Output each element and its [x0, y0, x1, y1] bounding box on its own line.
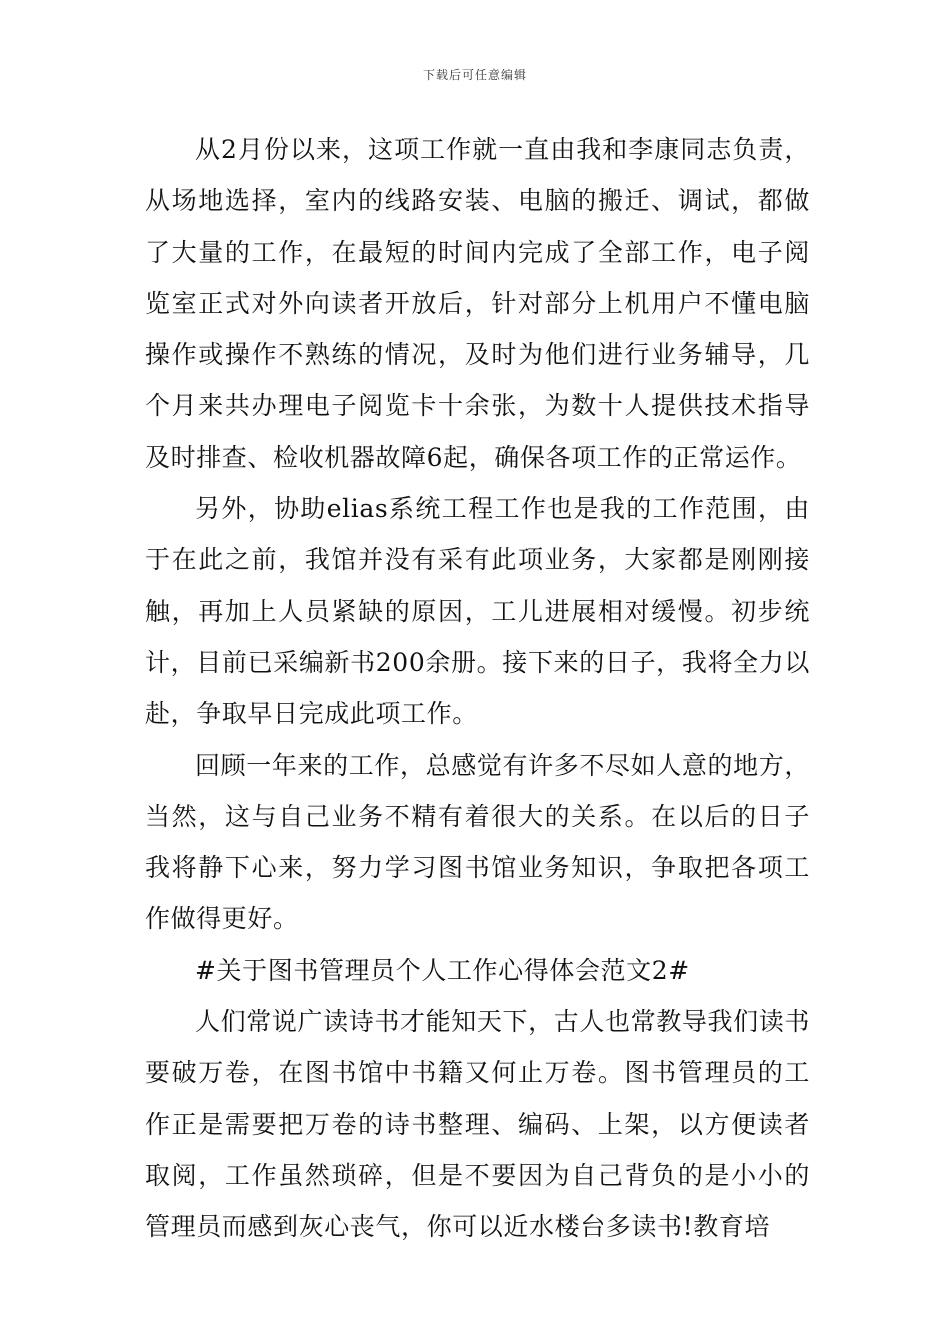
page-header: 下载后可任意编辑 [422, 68, 527, 82]
paragraph-electronic-reading-room: 从2月份以来，这项工作就一直由我和李康同志负责，从场地选择，室内的线路安装、电脑的搬迁、调试，都做了大量的工作，在最短的时间内完成了全部工作，电子阅览室正式对外向读者开放后，针对部分上机用户不懂电脑操作或操作不熟练的情况，及时为他们进行业务辅导，几个月来共办理电子阅览卡十余张，为数十人提供技术指导及时排查、检收机器故障6起，确保各项工作的正常运作。 [145, 135, 810, 472]
document-body [145, 124, 810, 1253]
paragraph-elias-system: 另外，协助elias系统工程工作也是我的工作范围，由于在此之前，我馆并没有采有此项业务，大家都是刚刚接触，再加上人员紧缺的原因，工儿进展相对缓慢。初步统计，目前已采编新书200余册。接下来的日子，我将全力以赴，争取早日完成此项工作。 [145, 494, 810, 729]
paragraph-librarian-reflection: 人们常说广读诗书才能知天下，古人也常教导我们读书要破万卷，在图书馆中书籍又何止万卷。图书管理员的工作正是需要把万卷的诗书整理、编码、上架，以方便读者取阅，工作虽然琐碎，但是不要因为自己背负的是小小的管理员而感到灰心丧气，你可以近水楼台多读书!教育培 [145, 1007, 810, 1242]
paragraph-year-review: 回顾一年来的工作，总感觉有许多不尽如人意的地方，当然，这与自己业务不精有着很大的关系。在以后的日子我将静下心来，努力学习图书馆业务知识，争取把各项工作做得更好。 [145, 750, 810, 934]
section-heading: #关于图书管理员个人工作心得体会范文2# [195, 955, 690, 985]
